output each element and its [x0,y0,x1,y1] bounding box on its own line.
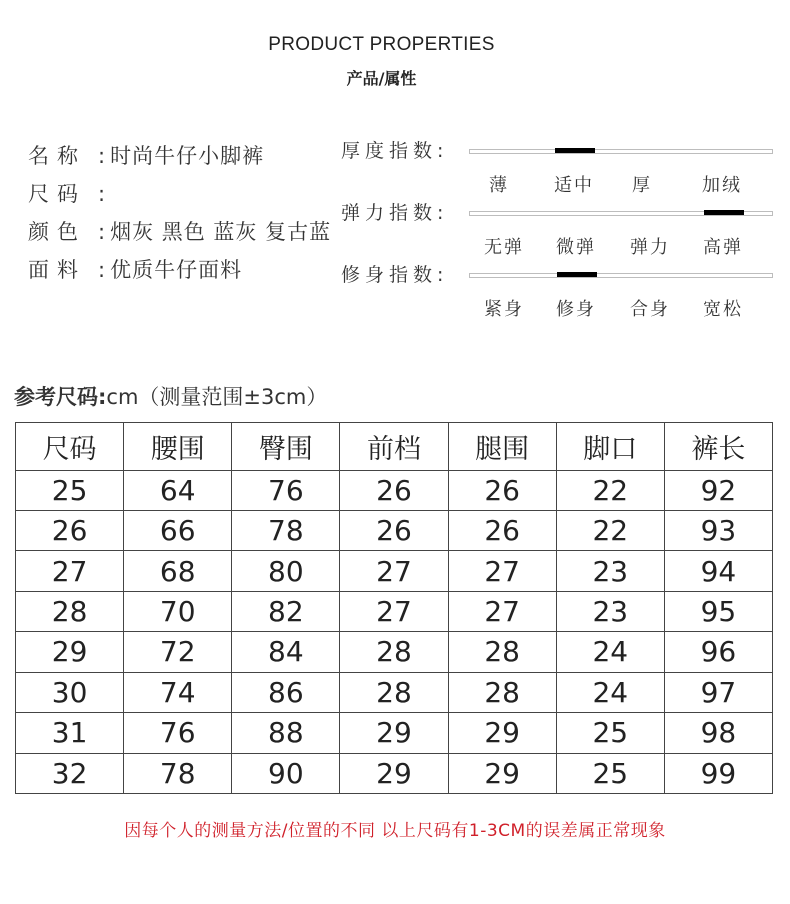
size-table-cell: 70 [124,591,232,631]
size-table-header-cell: 臀围 [232,423,340,471]
measurement-note: 因每个人的测量方法/位置的不同 以上尺码有1-3CM的误差属正常现象 [124,821,666,841]
index-option: 高弹 [703,237,743,258]
index-label: 厚度指数: [341,140,449,162]
size-table-cell: 90 [232,753,340,793]
index-option: 无弹 [484,237,524,258]
index-option: 薄 [489,175,509,196]
index-option: 修身 [556,299,596,320]
index-option: 合身 [630,299,670,320]
index-option: 适中 [554,175,594,196]
size-table-header-cell: 裤长 [664,423,772,471]
size-table-cell: 86 [232,672,340,712]
size-table-cell: 97 [664,672,772,712]
size-table-cell: 27 [448,591,556,631]
property-label: 尺码 [28,182,86,206]
property-separator: : [98,220,107,244]
size-table-cell: 99 [664,753,772,793]
index-track [469,211,773,216]
index-label: 弹力指数: [341,202,449,224]
size-table-cell: 23 [556,551,664,591]
size-table-cell: 96 [664,632,772,672]
size-table-header-cell: 腰围 [124,423,232,471]
size-table-cell: 64 [124,470,232,510]
index-marker [557,272,597,277]
size-table-cell: 26 [448,510,556,550]
index-option: 加绒 [702,175,742,196]
size-table-cell: 95 [664,591,772,631]
title-cn: 产品/属性 [346,69,417,88]
index-option: 宽松 [703,299,743,320]
size-table-cell: 28 [16,591,124,631]
size-table-cell: 25 [556,713,664,753]
size-table-row [16,470,773,510]
index-track [469,149,773,154]
size-table-cell: 29 [448,713,556,753]
title-en: PRODUCT PROPERTIES [268,34,495,55]
size-table-cell: 78 [232,510,340,550]
size-table-cell: 25 [16,470,124,510]
size-table-row [16,591,773,631]
index-option: 厚 [632,175,652,196]
size-table-cell: 84 [232,632,340,672]
size-table-row [16,551,773,591]
property-row-size [28,178,331,216]
size-table-header-cell: 尺码 [16,423,124,471]
property-row-color [28,216,331,254]
property-value: 时尚牛仔小脚裤 [110,144,265,168]
size-table-cell: 94 [664,551,772,591]
reference-size-title [14,381,327,411]
index-option: 紧身 [484,299,524,320]
size-table-cell: 26 [448,470,556,510]
size-table-header-cell: 前档 [340,423,448,471]
size-table-cell: 29 [16,632,124,672]
size-table-header-row [16,423,773,471]
size-table-cell: 76 [232,470,340,510]
size-table-cell: 26 [16,510,124,550]
size-table-cell: 28 [340,672,448,712]
size-table-cell: 31 [16,713,124,753]
reference-size-label: 参考尺码: [14,385,107,409]
index-option: 弹力 [630,237,670,258]
index-marker [555,148,595,153]
reference-size-unit: cm（测量范围±3cm） [106,385,328,409]
size-table-cell: 92 [664,470,772,510]
size-table-cell: 32 [16,753,124,793]
size-table-cell: 72 [124,632,232,672]
index-label: 修身指数: [341,264,449,286]
size-table-cell: 76 [124,713,232,753]
property-row-name [28,140,331,178]
size-table-cell: 29 [448,753,556,793]
size-table-header-cell: 脚口 [556,423,664,471]
size-table-cell: 24 [556,632,664,672]
size-table [15,422,773,794]
size-table-cell: 80 [232,551,340,591]
size-table-cell: 66 [124,510,232,550]
size-table-cell: 28 [340,632,448,672]
size-table-cell: 26 [340,470,448,510]
size-table-cell: 93 [664,510,772,550]
property-separator: : [98,144,107,168]
size-table-cell: 82 [232,591,340,631]
property-separator: : [98,258,107,282]
size-table-cell: 68 [124,551,232,591]
property-value: 烟灰 黑色 蓝灰 复古蓝 [110,220,332,244]
size-table-cell: 27 [448,551,556,591]
size-table-header-cell: 腿围 [448,423,556,471]
size-table-cell: 74 [124,672,232,712]
property-label: 颜色 [28,220,86,244]
property-separator: : [98,182,107,206]
size-table-cell: 27 [340,551,448,591]
size-table-cell: 28 [448,672,556,712]
size-table-cell: 26 [340,510,448,550]
size-table-row [16,632,773,672]
property-row-fabric [28,254,331,292]
size-table-cell: 27 [16,551,124,591]
size-table-row [16,672,773,712]
size-table-cell: 23 [556,591,664,631]
size-table-cell: 30 [16,672,124,712]
size-table-cell: 22 [556,510,664,550]
size-table-cell: 28 [448,632,556,672]
size-table-row [16,753,773,793]
index-marker [704,210,744,215]
property-label: 名称 [28,144,86,168]
size-table-row [16,713,773,753]
size-table-cell: 22 [556,470,664,510]
size-table-row [16,510,773,550]
property-label: 面料 [28,258,86,282]
size-table-cell: 24 [556,672,664,712]
size-table-cell: 29 [340,753,448,793]
size-table-cell: 88 [232,713,340,753]
index-track [469,273,773,278]
property-list [28,140,331,292]
index-option: 微弹 [556,237,596,258]
size-table-cell: 78 [124,753,232,793]
size-table-cell: 27 [340,591,448,631]
size-table-cell: 25 [556,753,664,793]
property-value: 优质牛仔面料 [110,258,243,282]
size-table-cell: 29 [340,713,448,753]
size-table-cell: 98 [664,713,772,753]
